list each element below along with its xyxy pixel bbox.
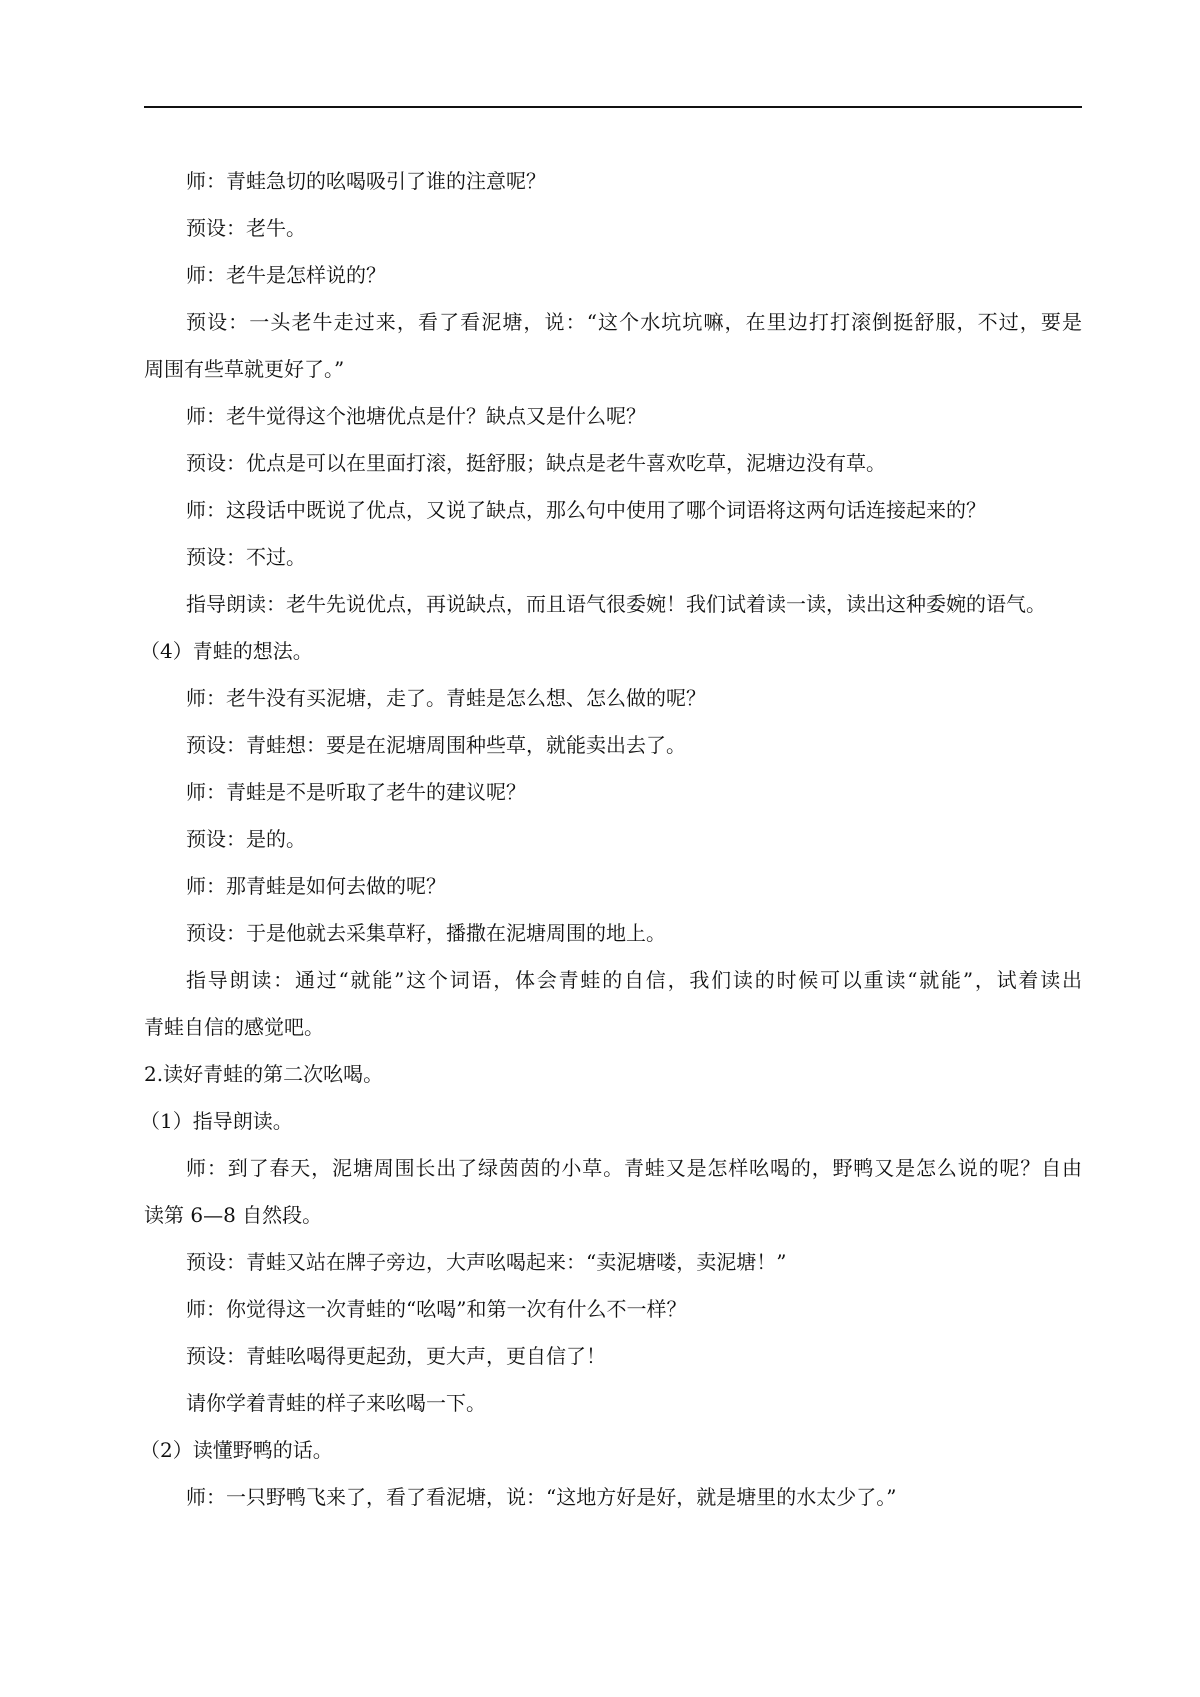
section-heading: （1）指导朗读。 — [140, 1109, 293, 1133]
paragraph-line: 师：青蛙是不是听取了老牛的建议呢？ — [186, 780, 526, 804]
header-rule — [144, 106, 1082, 108]
section-heading: （4）青蛙的想法。 — [140, 639, 313, 663]
paragraph-line: 师：一只野鸭飞来了，看了看泥塘，说：“这地方好是好，就是塘里的水太少了。” — [186, 1485, 897, 1509]
paragraph-line: 师：这段话中既说了优点，又说了缺点，那么句中使用了哪个词语将这两句话连接起来的？ — [186, 498, 986, 522]
paragraph-line: 师：老牛没有买泥塘，走了。青蛙是怎么想、怎么做的呢？ — [186, 686, 706, 710]
paragraph-line: 师：你觉得这一次青蛙的“吆喝”和第一次有什么不一样？ — [186, 1297, 687, 1321]
paragraph-line: 师：老牛觉得这个池塘优点是什？缺点又是什么呢？ — [186, 404, 646, 428]
paragraph-line: 师：青蛙急切的吆喝吸引了谁的注意呢？ — [186, 169, 546, 193]
paragraph-line: 预设：于是他就去采集草籽，播撒在泥塘周围的地上。 — [186, 921, 666, 945]
paragraph-line: 预设：不过。 — [186, 545, 306, 569]
paragraph-line: 预设：老牛。 — [186, 216, 306, 240]
section-heading: 2.读好青蛙的第二次吆喝。 — [144, 1062, 384, 1086]
paragraph-line: 预设：优点是可以在里面打滚，挺舒服；缺点是老牛喜欢吃草，泥塘边没有草。 — [186, 451, 886, 475]
document-body — [140, 158, 1082, 1521]
paragraph-line: 指导朗读：通过“就能”这个词语，体会青蛙的自信，我们读的时候可以重读“就能”，试着读出 — [186, 968, 1082, 992]
paragraph-line: 预设：青蛙想：要是在泥塘周围种些草，就能卖出去了。 — [186, 733, 686, 757]
paragraph-line: 读第 6—8 自然段。 — [144, 1203, 323, 1227]
paragraph-line: 请你学着青蛙的样子来吆喝一下。 — [186, 1391, 486, 1415]
paragraph-line: 师：那青蛙是如何去做的呢？ — [186, 874, 446, 898]
paragraph-line: 指导朗读：老牛先说优点，再说缺点，而且语气很委婉！我们试着读一读，读出这种委婉的语气。 — [186, 592, 1046, 616]
paragraph-line: 师：到了春天，泥塘周围长出了绿茵茵的小草。青蛙又是怎样吆喝的，野鸭又是怎么说的呢？自由 — [186, 1156, 1082, 1180]
paragraph-line: 青蛙自信的感觉吧。 — [144, 1015, 324, 1039]
section-heading: （2）读懂野鸭的话。 — [140, 1438, 333, 1462]
paragraph-line: 预设：是的。 — [186, 827, 306, 851]
paragraph-line: 师：老牛是怎样说的？ — [186, 263, 386, 287]
paragraph-line: 预设：青蛙又站在牌子旁边，大声吆喝起来：“卖泥塘喽，卖泥塘！” — [186, 1250, 787, 1274]
paragraph-line: 预设：青蛙吆喝得更起劲，更大声，更自信了！ — [186, 1344, 606, 1368]
paragraph-line: 周围有些草就更好了。” — [144, 357, 345, 381]
paragraph-line: 预设：一头老牛走过来，看了看泥塘，说：“这个水坑坑嘛，在里边打打滚倒挺舒服，不过，要是 — [186, 310, 1082, 334]
